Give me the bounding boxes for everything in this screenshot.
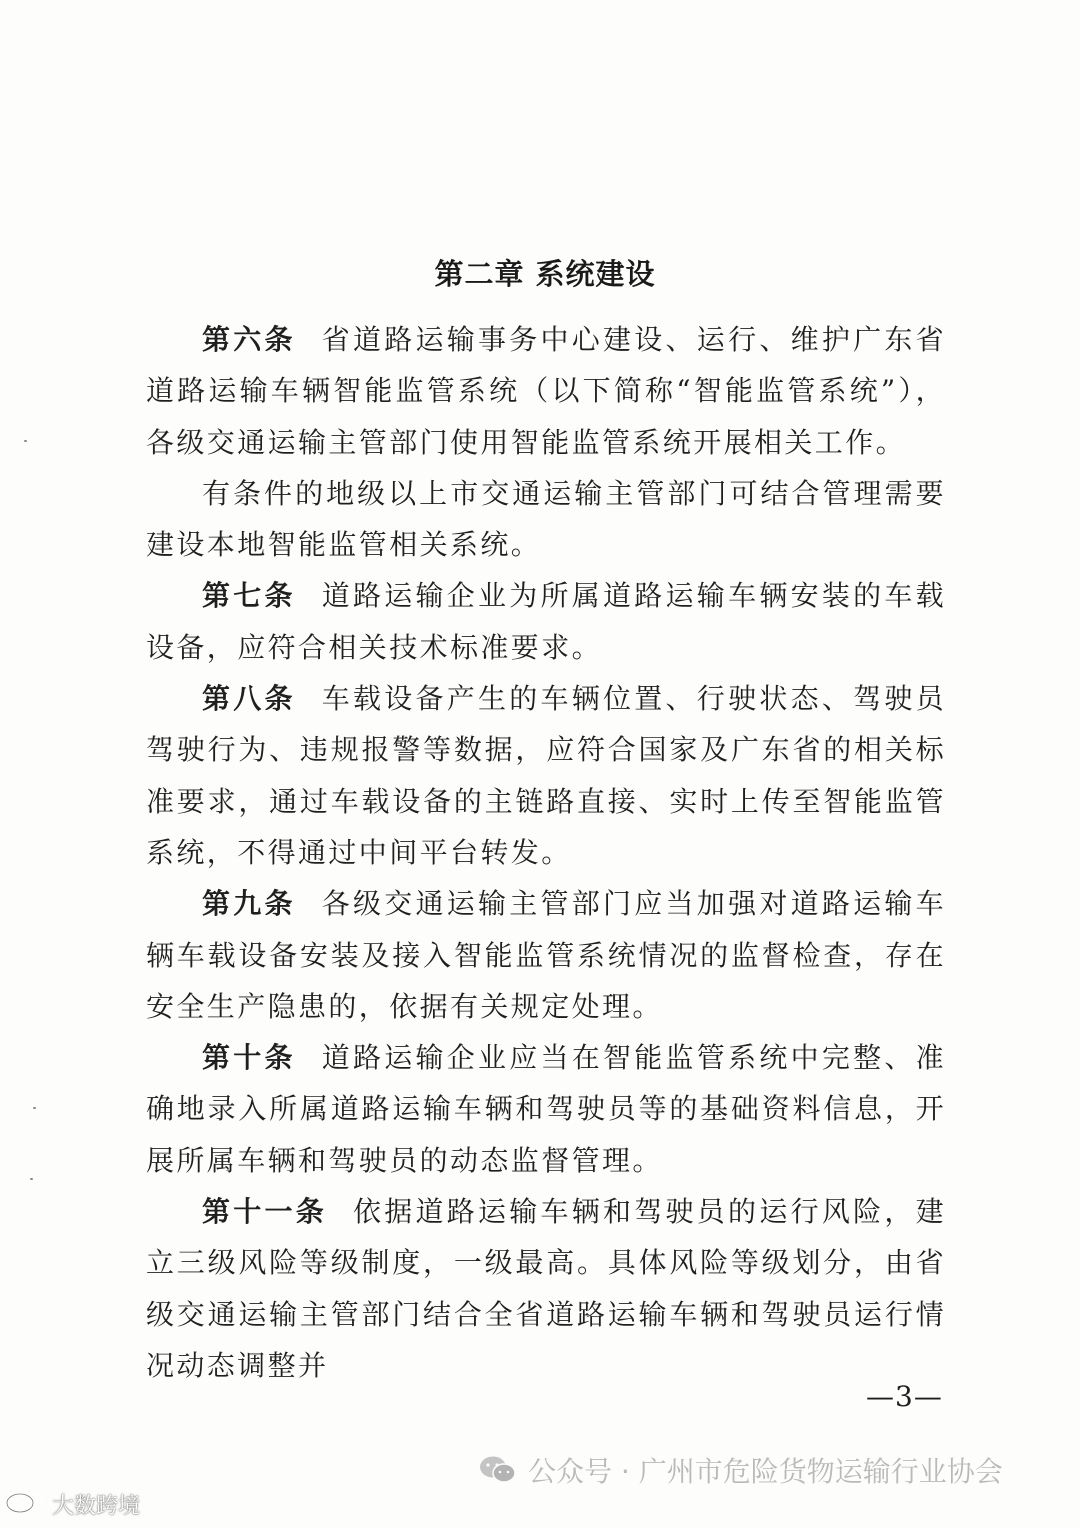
paragraph-article-6-cont: [146, 468, 946, 571]
scan-speck: [33, 1107, 36, 1109]
paragraph-article-8: [146, 673, 946, 878]
article-number: 第十一条: [202, 1195, 328, 1229]
article-number: 第八条: [202, 682, 296, 716]
paragraph-article-7: [146, 570, 946, 673]
page-number: —3—: [866, 1380, 943, 1413]
scan-speck: [30, 1178, 33, 1180]
paragraph-text: 依据道路运输车辆和驾驶员的运行风险，建立三级风险等级制度，一级最高。具体风险等级划分，由省级交通运输主管部门结合全省道路运输车辆和驾驶员运行情况动态调整并: [146, 1195, 946, 1382]
paragraph-text: 有条件的地级以上市交通运输主管部门可结合管理需要建设本地智能监管相关系统。: [146, 476, 946, 562]
paragraph-article-11: [146, 1186, 946, 1391]
chapter-title: 第二章 系统建设: [434, 257, 656, 291]
article-number: 第七条: [202, 579, 296, 613]
corner-watermark: [4, 1488, 140, 1520]
watermark-text: 公众号 · 广州市危险货物运输行业协会: [528, 1455, 1003, 1488]
weibo-icon: [4, 1488, 48, 1520]
paragraph-text: 各级交通运输主管部门应当加强对道路运输车辆车载设备安装及接入智能监管系统情况的监督检查，存在安全生产隐患的，依据有关规定处理。: [146, 887, 946, 1023]
wechat-icon: [478, 1455, 518, 1485]
article-number: 第六条: [202, 323, 296, 356]
corner-mark-text: 大数跨境: [52, 1493, 141, 1519]
article-number: 第九条: [202, 887, 296, 921]
document-body: [146, 314, 946, 1391]
article-number: 第十条: [202, 1041, 296, 1075]
paragraph-article-9: [146, 878, 946, 1032]
paragraph-article-6: [146, 314, 946, 468]
paragraph-text: 车载设备产生的车辆位置、行驶状态、驾驶员驾驶行为、违规报警等数据，应符合国家及广东省的相关标准要求，通过车载设备的主链路直接、实时上传至智能监管系统，不得通过中间平台转发。: [146, 682, 946, 869]
paragraph-text: 道路运输企业为所属道路运输车辆安装的车载设备，应符合相关技术标准要求。: [146, 579, 946, 664]
paragraph-article-10: [146, 1032, 946, 1186]
paragraph-text: 道路运输企业应当在智能监管系统中完整、准确地录入所属道路运输车辆和驾驶员等的基础资料信息，开展所属车辆和驾驶员的动态监督管理。: [146, 1041, 946, 1177]
paragraph-text: 省道路运输事务中心建设、运行、维护广东省道路运输车辆智能监管系统（以下简称“智能监管系统”），各级交通运输主管部门使用智能监管系统开展相关工作。: [146, 323, 946, 459]
wechat-watermark: [478, 1450, 1003, 1490]
scan-speck: [24, 440, 27, 442]
